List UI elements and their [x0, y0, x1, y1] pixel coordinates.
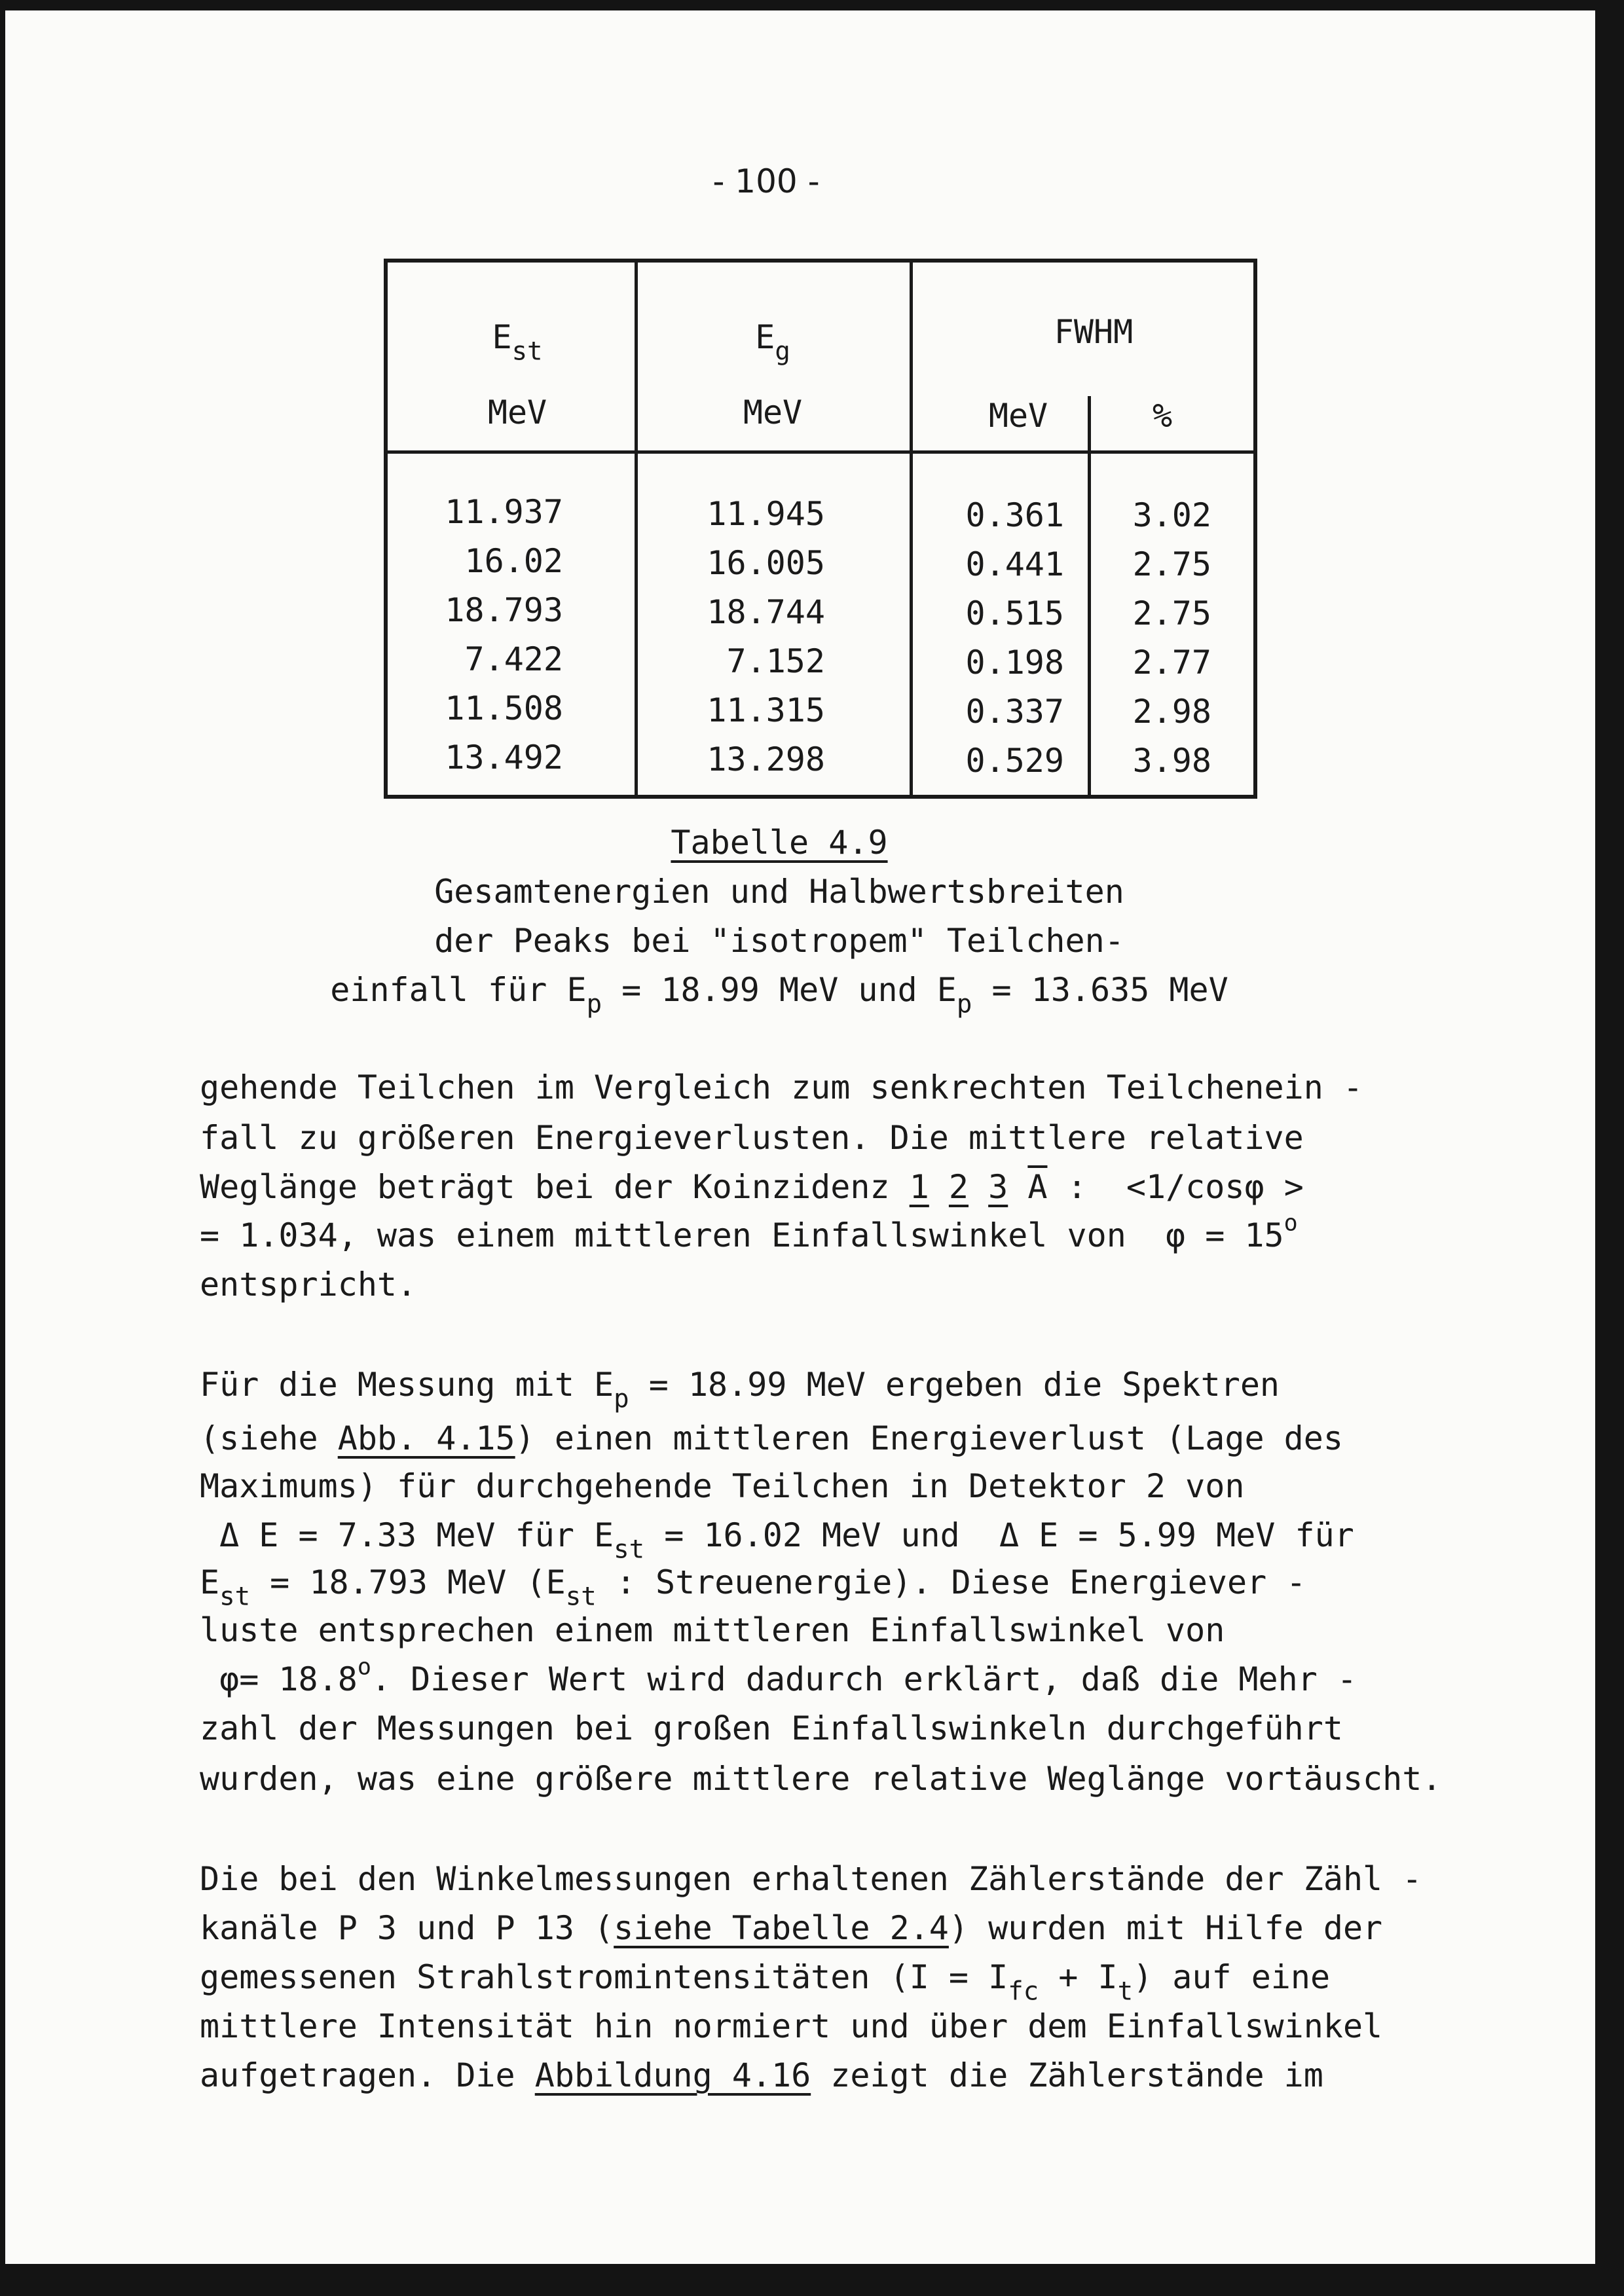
table-cell: 11.945 — [707, 495, 825, 533]
body-text-line: zahl der Messungen bei großen Einfallswinkeln durchgeführt — [200, 1709, 1343, 1747]
table-cell: 11.937 — [445, 493, 563, 531]
header-est: $E_{st}$ — [492, 318, 543, 367]
body-text-line: $\varphi= 18.8^o$. Dieser Wert wird dadurch erklärt, daß die Mehr - — [200, 1654, 1357, 1698]
body-text-line: (siehe Abb. 4.15) einen mittleren Energieverlust (Lage des — [200, 1419, 1343, 1457]
table-cell: 13.298 — [707, 740, 825, 778]
header-eg-unit: MeV — [743, 393, 803, 431]
table-cell: 7.152 — [726, 642, 825, 680]
table-caption-label: Tabelle 4.9 — [671, 824, 888, 862]
table-caption-line: der Peaks bei "isotropem" Teilchen- — [434, 922, 1124, 960]
table-cell: 16.02 — [464, 542, 563, 580]
table-cell: 3.02 — [1132, 496, 1211, 534]
body-text-line: entspricht. — [200, 1266, 417, 1303]
header-eg: $E_g$ — [755, 318, 790, 367]
body-text-line: Die bei den Winkelmessungen erhaltenen Zählerstände der Zähl - — [200, 1860, 1422, 1898]
table-cell: 0.361 — [965, 496, 1064, 534]
table-cell: 2.75 — [1132, 545, 1211, 583]
body-text-line: $E_{st} = 18.793$ MeV ($E_{st}$ : Streuenergie). Diese Energiever - — [200, 1563, 1306, 1612]
body-text-line: wurden, was eine größere mittlere relative Weglänge vortäuscht. — [200, 1760, 1442, 1798]
header-fwhm-percent: % — [1152, 397, 1173, 435]
table-cell: 0.337 — [965, 693, 1064, 731]
table-caption-line: einfall für $E_p = 18.99$ MeV und $E_p = 13.635$ MeV — [330, 971, 1228, 1019]
table-cell: 18.793 — [445, 591, 563, 629]
table-cell: 2.77 — [1132, 644, 1211, 682]
table-divider — [635, 259, 638, 799]
page-number: - 100 - — [712, 162, 820, 200]
body-text-line: aufgetragen. Die Abbildung 4.16 zeigt die Zählerstände im — [200, 2056, 1323, 2094]
table-cell: 0.529 — [965, 742, 1064, 780]
table-cell: 0.198 — [965, 644, 1064, 682]
body-text-line: Für die Messung mit $E_p = 18.99$ MeV ergeben die Spektren — [200, 1366, 1280, 1414]
body-text-line: gemessenen Strahlstromintensitäten $(I = I_{fc} + I_t)$ auf eine — [200, 1958, 1331, 2007]
table-cell: 7.422 — [464, 640, 563, 678]
body-text-line: kanäle P 3 und P 13 (siehe Tabelle 2.4) wurden mit Hilfe der — [200, 1909, 1383, 1947]
table-caption-line: Gesamtenergien und Halbwertsbreiten — [434, 873, 1124, 911]
body-text-line: = 1.034, was einem mittleren Einfallswinkel von $\varphi = 15^o$ — [200, 1210, 1298, 1254]
body-text-line: Weglänge beträgt bei der Koinzidenz 1 2 3 $\overline{A}$ : <1/cosφ > — [200, 1168, 1304, 1206]
table-cell: 16.005 — [707, 544, 825, 582]
table-cell: 2.98 — [1132, 693, 1211, 731]
header-fwhm: FWHM — [1054, 313, 1134, 351]
table-header-rule — [384, 450, 1257, 454]
body-text-line: luste entsprechen einem mittleren Einfallswinkel von — [200, 1611, 1225, 1649]
body-text-line: mittlere Intensität hin normiert und über dem Einfallswinkel — [200, 2007, 1383, 2045]
header-est-unit: MeV — [487, 393, 547, 431]
table-cell: 3.98 — [1132, 742, 1211, 780]
table-cell: 11.508 — [445, 689, 563, 727]
table-cell: 0.515 — [965, 594, 1064, 632]
table-cell: 13.492 — [445, 738, 563, 776]
header-fwhm-mev: MeV — [988, 397, 1048, 435]
table-divider — [1088, 396, 1091, 799]
body-text-line: gehende Teilchen im Vergleich zum senkrechten Teilchenein - — [200, 1068, 1363, 1106]
table-cell: 18.744 — [707, 593, 825, 631]
body-text-line: Δ E = 7.33 MeV für $E_{st} = 16.02$ MeV und Δ E = 5.99 MeV für — [200, 1516, 1354, 1565]
table-cell: 0.441 — [965, 545, 1064, 583]
table-cell: 2.75 — [1132, 594, 1211, 632]
table-cell: 11.315 — [707, 691, 825, 729]
body-text-line: fall zu größeren Energieverlusten. Die mittlere relative — [200, 1119, 1304, 1157]
table-divider — [910, 259, 913, 799]
body-text-line: Maximums) für durchgehende Teilchen in Detektor 2 von — [200, 1467, 1245, 1505]
